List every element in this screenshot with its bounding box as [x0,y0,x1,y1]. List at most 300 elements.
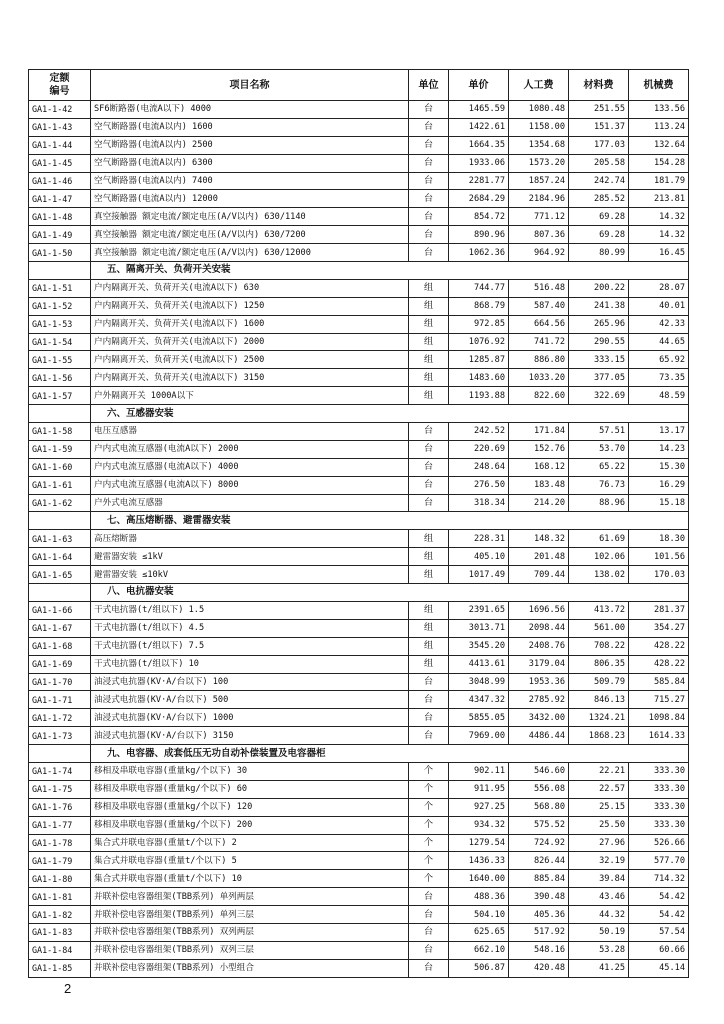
cell-unit: 个 [409,834,449,852]
cell-labor: 556.08 [509,780,569,798]
cell-material: 290.55 [569,333,629,351]
cell-code: GA1-1-64 [29,548,91,566]
cell-code: GA1-1-67 [29,619,91,637]
cell-name: 真空接触器 额定电流/额定电压(A/V以内) 630/1140 [91,208,409,226]
table-row [29,530,689,548]
table-row [29,476,689,494]
cell-code: GA1-1-55 [29,351,91,369]
cell-price: 7969.00 [449,727,509,745]
table-row [29,333,689,351]
cell-labor: 1953.36 [509,673,569,691]
cell-price: 1193.88 [449,387,509,405]
cell-price: 405.10 [449,548,509,566]
table-row [29,423,689,441]
cell-material: 39.84 [569,870,629,888]
cell-unit: 组 [409,279,449,297]
cell-machine: 526.66 [629,834,689,852]
table-row [29,762,689,780]
table-row [29,154,689,172]
table-row [29,906,689,924]
cell-labor: 3179.04 [509,655,569,673]
cell-labor: 1033.20 [509,369,569,387]
cell-unit: 台 [409,440,449,458]
cell-labor: 1696.56 [509,601,569,619]
cell-name: 户内式电流互感器(电流A以下) 2000 [91,440,409,458]
cell-name: 户外式电流互感器 [91,494,409,512]
table-row [29,315,689,333]
cell-labor: 171.84 [509,423,569,441]
cell-machine: 54.42 [629,906,689,924]
cell-machine: 333.30 [629,762,689,780]
cell-material: 69.28 [569,208,629,226]
cell-material: 41.25 [569,959,629,977]
quota-table [28,69,689,978]
cell-material: 65.22 [569,458,629,476]
cell-labor: 390.48 [509,888,569,906]
section-row [29,745,689,763]
cell-labor: 405.36 [509,906,569,924]
cell-labor: 4486.44 [509,727,569,745]
table-row [29,279,689,297]
cell-material: 53.28 [569,941,629,959]
cell-name: 真空接触器 额定电流/额定电压(A/V以内) 630/12000 [91,244,409,262]
section-title: 九、电容器、成套低压无功自动补偿装置及电容器柜 [91,745,689,763]
cell-material: 509.79 [569,673,629,691]
header-labor: 人工费 [509,70,569,101]
table-header [29,70,689,101]
cell-labor: 1573.20 [509,154,569,172]
cell-price: 1017.49 [449,566,509,584]
cell-machine: 181.79 [629,172,689,190]
cell-unit: 台 [409,458,449,476]
cell-price: 228.31 [449,530,509,548]
table-row [29,941,689,959]
cell-price: 1933.06 [449,154,509,172]
cell-machine: 1614.33 [629,727,689,745]
cell-unit: 个 [409,762,449,780]
cell-code: GA1-1-42 [29,101,91,119]
cell-material: 377.05 [569,369,629,387]
cell-machine: 585.84 [629,673,689,691]
cell-code: GA1-1-78 [29,834,91,852]
cell-price: 4347.32 [449,691,509,709]
cell-price: 248.64 [449,458,509,476]
cell-price: 1279.54 [449,834,509,852]
cell-machine: 57.54 [629,923,689,941]
cell-unit: 台 [409,226,449,244]
cell-price: 5855.05 [449,709,509,727]
table-row [29,870,689,888]
cell-unit: 台 [409,673,449,691]
cell-name: 并联补偿电容器组架(TBB系列) 单列三层 [91,906,409,924]
cell-code: GA1-1-54 [29,333,91,351]
cell-unit: 台 [409,154,449,172]
cell-name: 干式电抗器(t/组以下) 4.5 [91,619,409,637]
cell-code: GA1-1-83 [29,923,91,941]
cell-machine: 14.32 [629,226,689,244]
cell-unit: 台 [409,244,449,262]
cell-material: 25.15 [569,798,629,816]
cell-material: 43.46 [569,888,629,906]
cell-price: 972.85 [449,315,509,333]
cell-name: 移相及串联电容器(重量kg/个以下) 200 [91,816,409,834]
cell-machine: 14.23 [629,440,689,458]
table-row [29,494,689,512]
cell-unit: 个 [409,798,449,816]
cell-unit: 组 [409,315,449,333]
table-row [29,798,689,816]
table-row [29,637,689,655]
cell-material: 200.22 [569,279,629,297]
cell-machine: 113.24 [629,118,689,136]
cell-code: GA1-1-70 [29,673,91,691]
cell-unit: 组 [409,387,449,405]
cell-material: 846.13 [569,691,629,709]
cell-material: 241.38 [569,297,629,315]
cell-unit: 组 [409,619,449,637]
cell-machine: 154.28 [629,154,689,172]
cell-name: 油浸式电抗器(KV·A/台以下) 1000 [91,709,409,727]
cell-code: GA1-1-74 [29,762,91,780]
header-code: 定额 编号 [29,70,91,101]
cell-material: 50.19 [569,923,629,941]
cell-machine: 13.17 [629,423,689,441]
cell-name: 避雷器安装 ≤10kV [91,566,409,584]
cell-name: 集合式并联电容器(重量t/个以下) 2 [91,834,409,852]
cell-code: GA1-1-56 [29,369,91,387]
cell-machine: 1098.84 [629,709,689,727]
cell-material: 102.06 [569,548,629,566]
cell-unit: 组 [409,566,449,584]
table-row [29,548,689,566]
cell-unit: 组 [409,655,449,673]
cell-labor: 1857.24 [509,172,569,190]
cell-code: GA1-1-73 [29,727,91,745]
cell-labor: 575.52 [509,816,569,834]
section-code-cell [29,262,91,280]
cell-code: GA1-1-60 [29,458,91,476]
cell-name: 空气断路器(电流A以内) 12000 [91,190,409,208]
cell-name: 避雷器安装 ≤1kV [91,548,409,566]
cell-unit: 台 [409,888,449,906]
cell-price: 488.36 [449,888,509,906]
cell-labor: 885.84 [509,870,569,888]
cell-unit: 台 [409,923,449,941]
cell-code: GA1-1-58 [29,423,91,441]
cell-material: 22.21 [569,762,629,780]
cell-unit: 组 [409,601,449,619]
cell-price: 1062.36 [449,244,509,262]
cell-material: 561.00 [569,619,629,637]
cell-machine: 354.27 [629,619,689,637]
section-title: 六、互感器安装 [91,405,689,423]
cell-name: 空气断路器(电流A以内) 2500 [91,136,409,154]
cell-unit: 组 [409,637,449,655]
cell-unit: 台 [409,190,449,208]
table-row [29,959,689,977]
table-row [29,387,689,405]
cell-price: 662.10 [449,941,509,959]
cell-code: GA1-1-68 [29,637,91,655]
cell-name: 油浸式电抗器(KV·A/台以下) 500 [91,691,409,709]
cell-material: 151.37 [569,118,629,136]
cell-name: 户内隔离开关、负荷开关(电流A以下) 1600 [91,315,409,333]
cell-machine: 48.59 [629,387,689,405]
cell-machine: 54.42 [629,888,689,906]
cell-price: 242.52 [449,423,509,441]
cell-price: 1285.87 [449,351,509,369]
table-row [29,440,689,458]
cell-code: GA1-1-48 [29,208,91,226]
table-row [29,172,689,190]
cell-machine: 132.64 [629,136,689,154]
cell-price: 2281.77 [449,172,509,190]
cell-name: 高压熔断器 [91,530,409,548]
cell-labor: 2184.96 [509,190,569,208]
cell-machine: 65.92 [629,351,689,369]
cell-price: 890.96 [449,226,509,244]
cell-material: 32.19 [569,852,629,870]
cell-material: 80.99 [569,244,629,262]
section-row [29,512,689,530]
cell-price: 1076.92 [449,333,509,351]
cell-code: GA1-1-69 [29,655,91,673]
cell-price: 318.34 [449,494,509,512]
cell-material: 251.55 [569,101,629,119]
cell-code: GA1-1-47 [29,190,91,208]
cell-code: GA1-1-71 [29,691,91,709]
cell-labor: 214.20 [509,494,569,512]
cell-unit: 台 [409,476,449,494]
table-row [29,208,689,226]
cell-name: 集合式并联电容器(重量t/个以下) 5 [91,852,409,870]
cell-name: 干式电抗器(t/组以下) 10 [91,655,409,673]
cell-price: 2391.65 [449,601,509,619]
cell-material: 242.74 [569,172,629,190]
cell-labor: 964.92 [509,244,569,262]
cell-price: 2684.29 [449,190,509,208]
cell-name: 并联补偿电容器组架(TBB系列) 双列两层 [91,923,409,941]
table-row [29,118,689,136]
cell-name: 空气断路器(电流A以内) 7400 [91,172,409,190]
cell-machine: 14.32 [629,208,689,226]
cell-material: 413.72 [569,601,629,619]
cell-name: 户内式电流互感器(电流A以下) 4000 [91,458,409,476]
cell-name: 集合式并联电容器(重量t/个以下) 10 [91,870,409,888]
cell-labor: 152.76 [509,440,569,458]
cell-material: 57.51 [569,423,629,441]
cell-code: GA1-1-72 [29,709,91,727]
cell-unit: 台 [409,727,449,745]
cell-material: 708.22 [569,637,629,655]
cell-machine: 18.30 [629,530,689,548]
cell-material: 61.69 [569,530,629,548]
cell-unit: 台 [409,172,449,190]
cell-machine: 15.30 [629,458,689,476]
section-row [29,262,689,280]
cell-machine: 333.30 [629,816,689,834]
table-row [29,834,689,852]
cell-code: GA1-1-80 [29,870,91,888]
cell-labor: 822.60 [509,387,569,405]
cell-name: 户内隔离开关、负荷开关(电流A以下) 3150 [91,369,409,387]
cell-name: 油浸式电抗器(KV·A/台以下) 3150 [91,727,409,745]
cell-unit: 组 [409,333,449,351]
cell-name: 油浸式电抗器(KV·A/台以下) 100 [91,673,409,691]
cell-labor: 148.32 [509,530,569,548]
cell-machine: 44.65 [629,333,689,351]
cell-labor: 420.48 [509,959,569,977]
cell-material: 1324.21 [569,709,629,727]
cell-labor: 1080.48 [509,101,569,119]
cell-labor: 1354.68 [509,136,569,154]
header-material: 材料费 [569,70,629,101]
table-row [29,727,689,745]
cell-code: GA1-1-76 [29,798,91,816]
cell-price: 625.65 [449,923,509,941]
cell-name: 户内隔离开关、负荷开关(电流A以下) 2000 [91,333,409,351]
cell-material: 177.03 [569,136,629,154]
cell-code: GA1-1-50 [29,244,91,262]
cell-material: 265.96 [569,315,629,333]
cell-code: GA1-1-43 [29,118,91,136]
cell-price: 1664.35 [449,136,509,154]
section-title: 八、电抗器安装 [91,584,689,602]
cell-machine: 170.03 [629,566,689,584]
cell-name: 电压互感器 [91,423,409,441]
cell-material: 806.35 [569,655,629,673]
cell-machine: 28.07 [629,279,689,297]
cell-material: 1868.23 [569,727,629,745]
section-code-cell [29,745,91,763]
header-unit: 单位 [409,70,449,101]
cell-price: 506.87 [449,959,509,977]
cell-code: GA1-1-77 [29,816,91,834]
cell-unit: 台 [409,941,449,959]
cell-labor: 516.48 [509,279,569,297]
section-row [29,405,689,423]
cell-machine: 333.30 [629,780,689,798]
cell-price: 1465.59 [449,101,509,119]
cell-code: GA1-1-82 [29,906,91,924]
cell-labor: 826.44 [509,852,569,870]
cell-name: 空气断路器(电流A以内) 1600 [91,118,409,136]
cell-unit: 台 [409,423,449,441]
table-row [29,923,689,941]
table-row [29,566,689,584]
cell-name: 户内隔离开关、负荷开关(电流A以下) 2500 [91,351,409,369]
cell-name: 户内隔离开关、负荷开关(电流A以下) 630 [91,279,409,297]
cell-price: 276.50 [449,476,509,494]
cell-labor: 709.44 [509,566,569,584]
cell-labor: 3432.00 [509,709,569,727]
cell-name: 真空接触器 额定电流/额定电压(A/V以内) 630/7200 [91,226,409,244]
cell-price: 220.69 [449,440,509,458]
table-body [29,101,689,978]
table-row [29,190,689,208]
cell-labor: 741.72 [509,333,569,351]
cell-material: 44.32 [569,906,629,924]
cell-machine: 133.56 [629,101,689,119]
cell-code: GA1-1-62 [29,494,91,512]
section-code-cell [29,512,91,530]
cell-name: SF6断路器(电流A以下) 4000 [91,101,409,119]
table-row [29,816,689,834]
cell-labor: 517.92 [509,923,569,941]
table-row [29,655,689,673]
cell-labor: 168.12 [509,458,569,476]
cell-code: GA1-1-57 [29,387,91,405]
table-row [29,601,689,619]
table-row [29,691,689,709]
cell-price: 1422.61 [449,118,509,136]
table-row [29,369,689,387]
cell-unit: 组 [409,297,449,315]
cell-unit: 个 [409,870,449,888]
table-row [29,297,689,315]
cell-code: GA1-1-51 [29,279,91,297]
cell-price: 902.11 [449,762,509,780]
table-row [29,673,689,691]
cell-material: 27.96 [569,834,629,852]
cell-labor: 201.48 [509,548,569,566]
cell-code: GA1-1-61 [29,476,91,494]
cell-machine: 40.01 [629,297,689,315]
section-title: 七、高压熔断器、避雷器安装 [91,512,689,530]
cell-material: 285.52 [569,190,629,208]
section-row [29,584,689,602]
cell-name: 干式电抗器(t/组以下) 7.5 [91,637,409,655]
cell-machine: 281.37 [629,601,689,619]
cell-labor: 886.80 [509,351,569,369]
cell-unit: 个 [409,780,449,798]
cell-labor: 183.48 [509,476,569,494]
cell-machine: 577.70 [629,852,689,870]
cell-labor: 724.92 [509,834,569,852]
cell-price: 3013.71 [449,619,509,637]
cell-material: 333.15 [569,351,629,369]
header-price: 单价 [449,70,509,101]
cell-machine: 714.32 [629,870,689,888]
cell-code: GA1-1-45 [29,154,91,172]
cell-labor: 548.16 [509,941,569,959]
cell-unit: 台 [409,118,449,136]
cell-name: 并联补偿电容器组架(TBB系列) 双列三层 [91,941,409,959]
cell-price: 4413.61 [449,655,509,673]
cell-code: GA1-1-63 [29,530,91,548]
cell-price: 927.25 [449,798,509,816]
cell-price: 504.10 [449,906,509,924]
cell-machine: 16.45 [629,244,689,262]
cell-code: GA1-1-85 [29,959,91,977]
cell-unit: 台 [409,959,449,977]
cell-unit: 个 [409,816,449,834]
cell-machine: 715.27 [629,691,689,709]
cell-machine: 73.35 [629,369,689,387]
cell-material: 205.58 [569,154,629,172]
cell-unit: 组 [409,351,449,369]
cell-material: 25.50 [569,816,629,834]
cell-labor: 2098.44 [509,619,569,637]
table-row [29,101,689,119]
table-row [29,619,689,637]
section-code-cell [29,405,91,423]
cell-machine: 16.29 [629,476,689,494]
cell-labor: 1158.00 [509,118,569,136]
cell-material: 69.28 [569,226,629,244]
table-row [29,226,689,244]
cell-unit: 台 [409,208,449,226]
